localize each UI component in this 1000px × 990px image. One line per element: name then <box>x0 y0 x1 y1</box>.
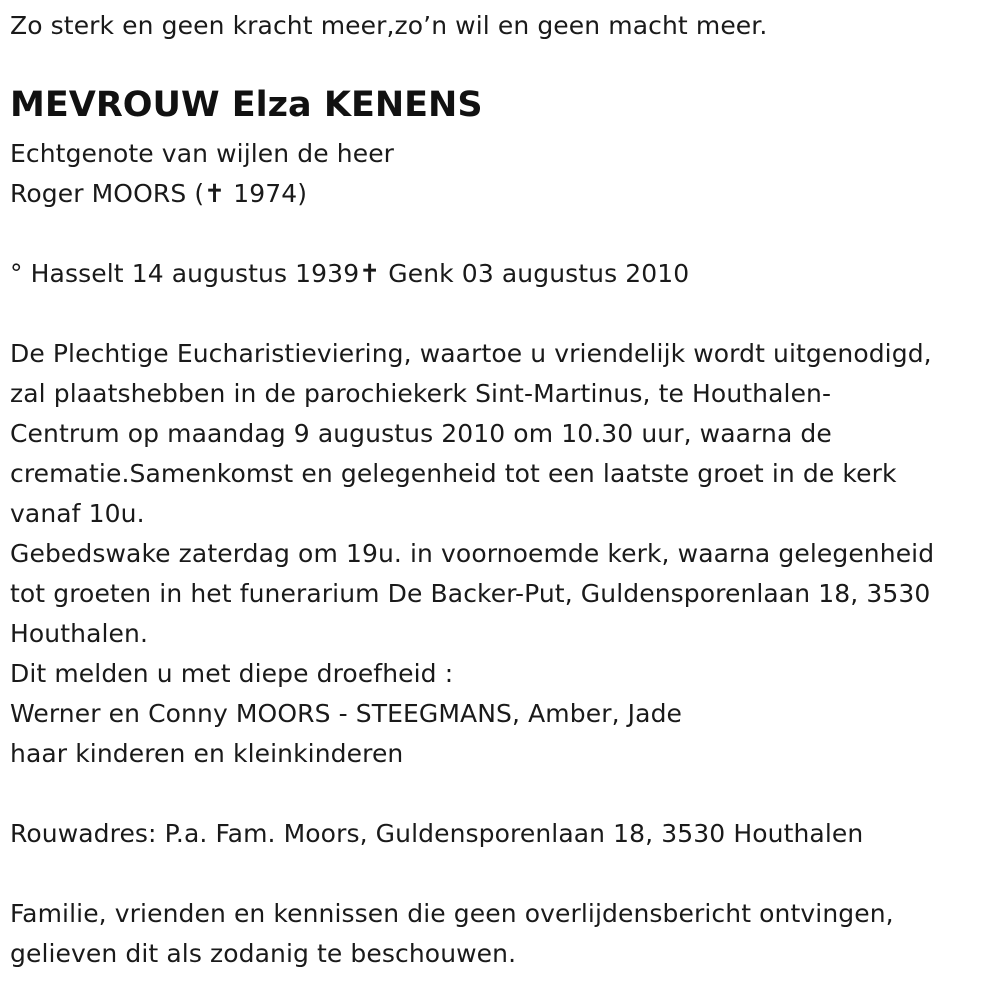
deceased-name-heading: MEVROUW Elza KENENS <box>10 85 483 125</box>
address-line: Rouwadres: P.a. Fam. Moors, Guldensporenlaan 18, 3530 Houthalen <box>10 819 864 848</box>
ceremony-line: Gebedswake zaterdag om 19u. in voornoemde kerk, waarna gelegenheid <box>10 539 935 568</box>
ceremony-line: crematie.Samenkomst en gelegenheid tot een laatste groet in de kerk <box>10 459 897 488</box>
spouse-section <box>10 134 394 214</box>
birth-death-line: ° Hasselt 14 augustus 1939✝ Genk 03 augustus 2010 <box>10 259 690 288</box>
ceremony-line: tot groeten in het funerarium De Backer-Put, Guldensporenlaan 18, 3530 <box>10 579 931 608</box>
closing-section <box>10 894 894 974</box>
address-section <box>10 814 863 854</box>
ceremony-section <box>10 334 934 774</box>
ceremony-line: Houthalen. <box>10 619 149 648</box>
ceremony-line: Centrum op maandag 9 augustus 2010 om 10.30 uur, waarna de <box>10 419 832 448</box>
ceremony-line: haar kinderen en kleinkinderen <box>10 739 404 768</box>
birth-death-section <box>10 254 689 294</box>
spouse-line: Roger MOORS (✝ 1974) <box>10 179 308 208</box>
closing-line: Familie, vrienden en kennissen die geen overlijdensbericht ontvingen, <box>10 899 894 928</box>
ceremony-line: Dit melden u met diepe droefheid : <box>10 659 454 688</box>
closing-line: gelieven dit als zodanig te beschouwen. <box>10 939 517 968</box>
ceremony-line: vanaf 10u. <box>10 499 145 528</box>
motto-text: Zo sterk en geen kracht meer,zo’n wil en geen macht meer. <box>10 11 768 40</box>
spouse-line: Echtgenote van wijlen de heer <box>10 139 395 168</box>
ceremony-line: zal plaatshebben in de parochiekerk Sint-Martinus, te Houthalen- <box>10 379 832 408</box>
ceremony-line: De Plechtige Eucharistieviering, waartoe u vriendelijk wordt uitgenodigd, <box>10 339 932 368</box>
ceremony-line: Werner en Conny MOORS - STEEGMANS, Amber, Jade <box>10 699 683 728</box>
